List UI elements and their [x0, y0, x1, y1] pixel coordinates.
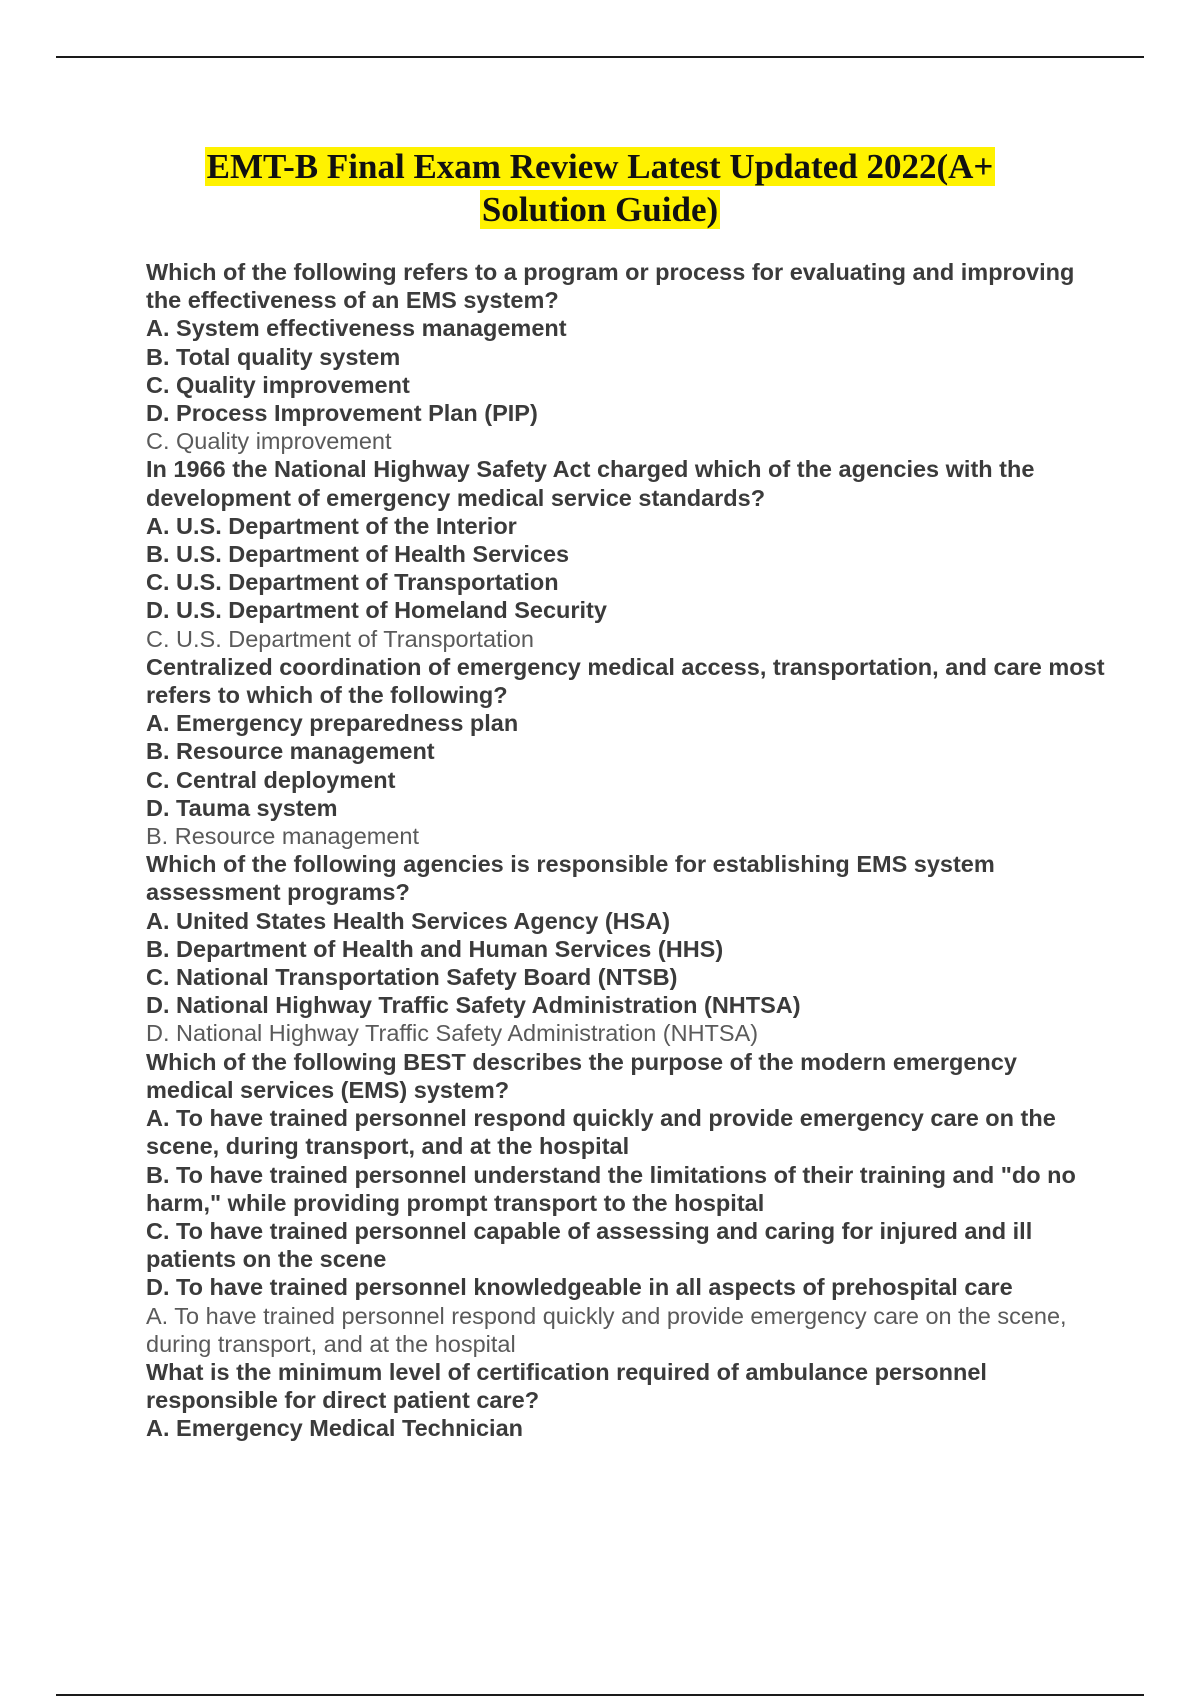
question-2-option-a: A. U.S. Department of the Interior [146, 512, 517, 539]
question-3-option-c: C. Central deployment [146, 766, 396, 793]
question-3-option-b: B. Resource management [146, 738, 435, 765]
question-1-option-a: A. System effectiveness management [146, 315, 567, 342]
question-3-option-a: A. Emergency preparedness plan [146, 710, 519, 737]
questions-list [146, 258, 1106, 1443]
question-4: Which of the following agencies is responsible for establishing EMS system assessment programs? [146, 851, 995, 906]
question-1: Which of the following refers to a program or process for evaluating and improving the effectiveness of an EMS system? [146, 259, 1075, 314]
question-3-option-d: D. Tauma system [146, 794, 338, 821]
question-5-option-a: A. To have trained personnel respond quickly and provide emergency care on the scene, during transport, and at the hospital [146, 1105, 1056, 1160]
question-2: In 1966 the National Highway Safety Act charged which of the agencies with the development of emergency medical service standards? [146, 456, 1035, 511]
question-4-option-d: D. National Highway Traffic Safety Administration (NHTSA) [146, 992, 801, 1019]
title-line-2: Solution Guide) [481, 190, 719, 229]
question-4-option-c: C. National Transportation Safety Board (NTSB) [146, 964, 678, 991]
document-title [0, 145, 1200, 231]
question-3-answer: B. Resource management [146, 823, 420, 850]
question-4-answer: D. National Highway Traffic Safety Administration (NHTSA) [146, 1020, 759, 1047]
question-5-answer: A. To have trained personnel respond quickly and provide emergency care on the scene, during transport, and at the hospital [146, 1302, 1067, 1357]
question-5-option-c: C. To have trained personnel capable of assessing and caring for injured and ill patients on the scene [146, 1217, 1033, 1273]
question-2-option-d: D. U.S. Department of Homeland Security [146, 597, 607, 624]
question-6-option-a: A. Emergency Medical Technician [146, 1415, 523, 1442]
bottom-rule [56, 1694, 1144, 1696]
question-5-option-d: D. To have trained personnel knowledgeable in all aspects of prehospital care [146, 1274, 1013, 1301]
question-4-option-a: A. United States Health Services Agency (HSA) [146, 907, 671, 934]
question-1-option-d: D. Process Improvement Plan (PIP) [146, 400, 538, 427]
question-1-option-c: C. Quality improvement [146, 371, 410, 398]
question-2-option-b: B. U.S. Department of Health Services [146, 541, 570, 568]
top-rule [56, 56, 1144, 58]
title-line-1: EMT-B Final Exam Review Latest Updated 2022(A+ [206, 147, 994, 186]
question-5: Which of the following BEST describes the purpose of the modern emergency medical services (EMS) system? [146, 1048, 1017, 1103]
question-2-option-c: C. U.S. Department of Transportation [146, 569, 559, 596]
question-3: Centralized coordination of emergency medical access, transportation, and care most refers to which of the following? [146, 653, 1105, 709]
question-1-answer: C. Quality improvement [146, 428, 392, 455]
question-6: What is the minimum level of certification required of ambulance personnel responsible for direct patient care? [146, 1358, 987, 1414]
question-5-option-b: B. To have trained personnel understand the limitations of their training and "do no harm," while providing prompt transport to the hospital [146, 1161, 1076, 1216]
question-4-option-b: B. Department of Health and Human Services (HHS) [146, 935, 724, 962]
question-2-answer: C. U.S. Department of Transportation [146, 625, 534, 652]
question-1-option-b: B. Total quality system [146, 343, 401, 370]
